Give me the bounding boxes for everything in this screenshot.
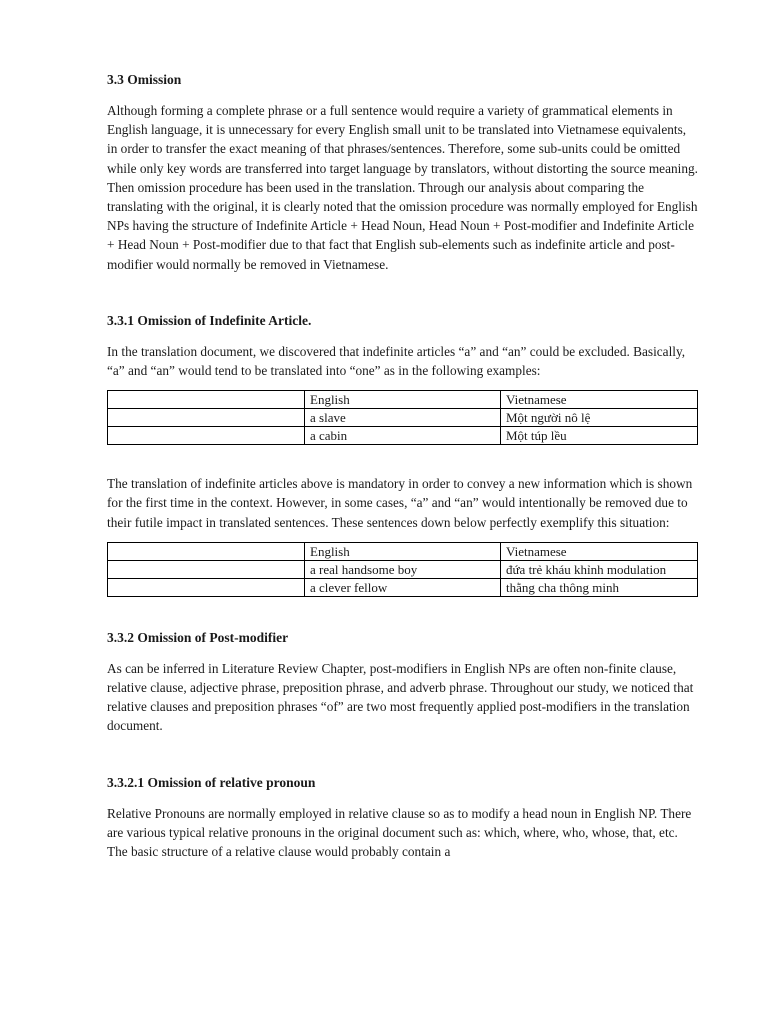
section-3-3-1-paragraph-1: In the translation document, we discovered that indefinite articles “a” and “an” could be excluded. Basically, “a” and “an” would tend to be translated into “one” as in the following examples: [107, 343, 686, 379]
table-header-vietnamese: Vietnamese [501, 542, 698, 560]
table-cell [108, 427, 305, 445]
table-cell-english: a slave [305, 409, 501, 427]
table-row [108, 427, 698, 445]
table-row [108, 560, 698, 578]
table-cell-vietnamese: Một túp lều [501, 427, 698, 445]
table-cell-vietnamese: Một người nô lệ [501, 409, 698, 427]
table-cell-english: a real handsome boy [305, 560, 501, 578]
document-page [107, 70, 699, 861]
section-3-3-2-1-paragraph: Relative Pronouns are normally employed in relative clause so as to modify a head noun in English NP. There are various typical relative pronouns in the original document such as: which, where, who, whose, that, etc. The basic structure of a relative clause would probably contain a [107, 805, 692, 860]
section-3-3-heading: 3.3 Omission [107, 72, 182, 87]
table-header-english: English [305, 542, 501, 560]
section-3-3-2-1-heading: 3.3.2.1 Omission of relative pronoun [107, 774, 316, 790]
table-cell [108, 560, 305, 578]
table-header-row [108, 542, 698, 560]
section-3-3-2-paragraph: As can be inferred in Literature Review Chapter, post-modifiers in English NPs are often non-finite clause, relative clause, adjective phrase, preposition phrase, and adverb phrase. Throughout our study, we noticed that relative clauses and preposition phrases “of” are two most frequently applied post-modifiers in the translation document. [107, 660, 694, 734]
section-3-3-1-paragraph-2: The translation of indefinite articles above is mandatory in order to convey a new information which is shown for the first time in the context. However, in some cases, “a” and “an” would intentionally be removed due to their futile impact in translated sentences. These sentences down below perfectly exemplify this situation: [107, 476, 693, 530]
table-row [108, 409, 698, 427]
table-header-english: English [305, 391, 501, 409]
table-cell [108, 391, 305, 409]
table-cell-vietnamese: đứa trẻ kháu khỉnh modulation [501, 560, 698, 578]
section-3-3-2-heading: 3.3.2 Omission of Post-modifier [107, 629, 289, 645]
section-3-3-paragraph: Although forming a complete phrase or a full sentence would require a variety of grammatical elements in English language, it is unnecessary for every English small unit to be translated into Vietnamese equivalents, in order to transfer the exact meaning of that phrases/sentences. Therefore, some sub-units could be omitted while only key words are transferred into target language by translators, without distorting the source meaning. Then omission procedure has been used in the translation. Through our analysis about comparing the translating with the original, it is clearly noted that the omission procedure was normally employed for English NPs having the structure of Indefinite Article + Head Noun, Head Noun + Post-modifier and Indefinite Article + Head Noun + Post-modifier due to that fact that English sub-elements such as indefinite article and post-modifier would normally be removed in Vietnamese. [107, 103, 698, 272]
table-cell-vietnamese: thằng cha thông minh [501, 578, 698, 596]
indefinite-article-table-2 [107, 542, 698, 597]
table-cell [108, 409, 305, 427]
table-header-vietnamese: Vietnamese [501, 391, 698, 409]
indefinite-article-table-1 [107, 390, 698, 445]
table-cell-english: a clever fellow [305, 578, 501, 596]
table-cell [108, 542, 305, 560]
table-header-row [108, 391, 698, 409]
table-row [108, 578, 698, 596]
section-3-3-1-heading: 3.3.1 Omission of Indefinite Article. [107, 312, 312, 328]
table-cell [108, 578, 305, 596]
table-cell-english: a cabin [305, 427, 501, 445]
